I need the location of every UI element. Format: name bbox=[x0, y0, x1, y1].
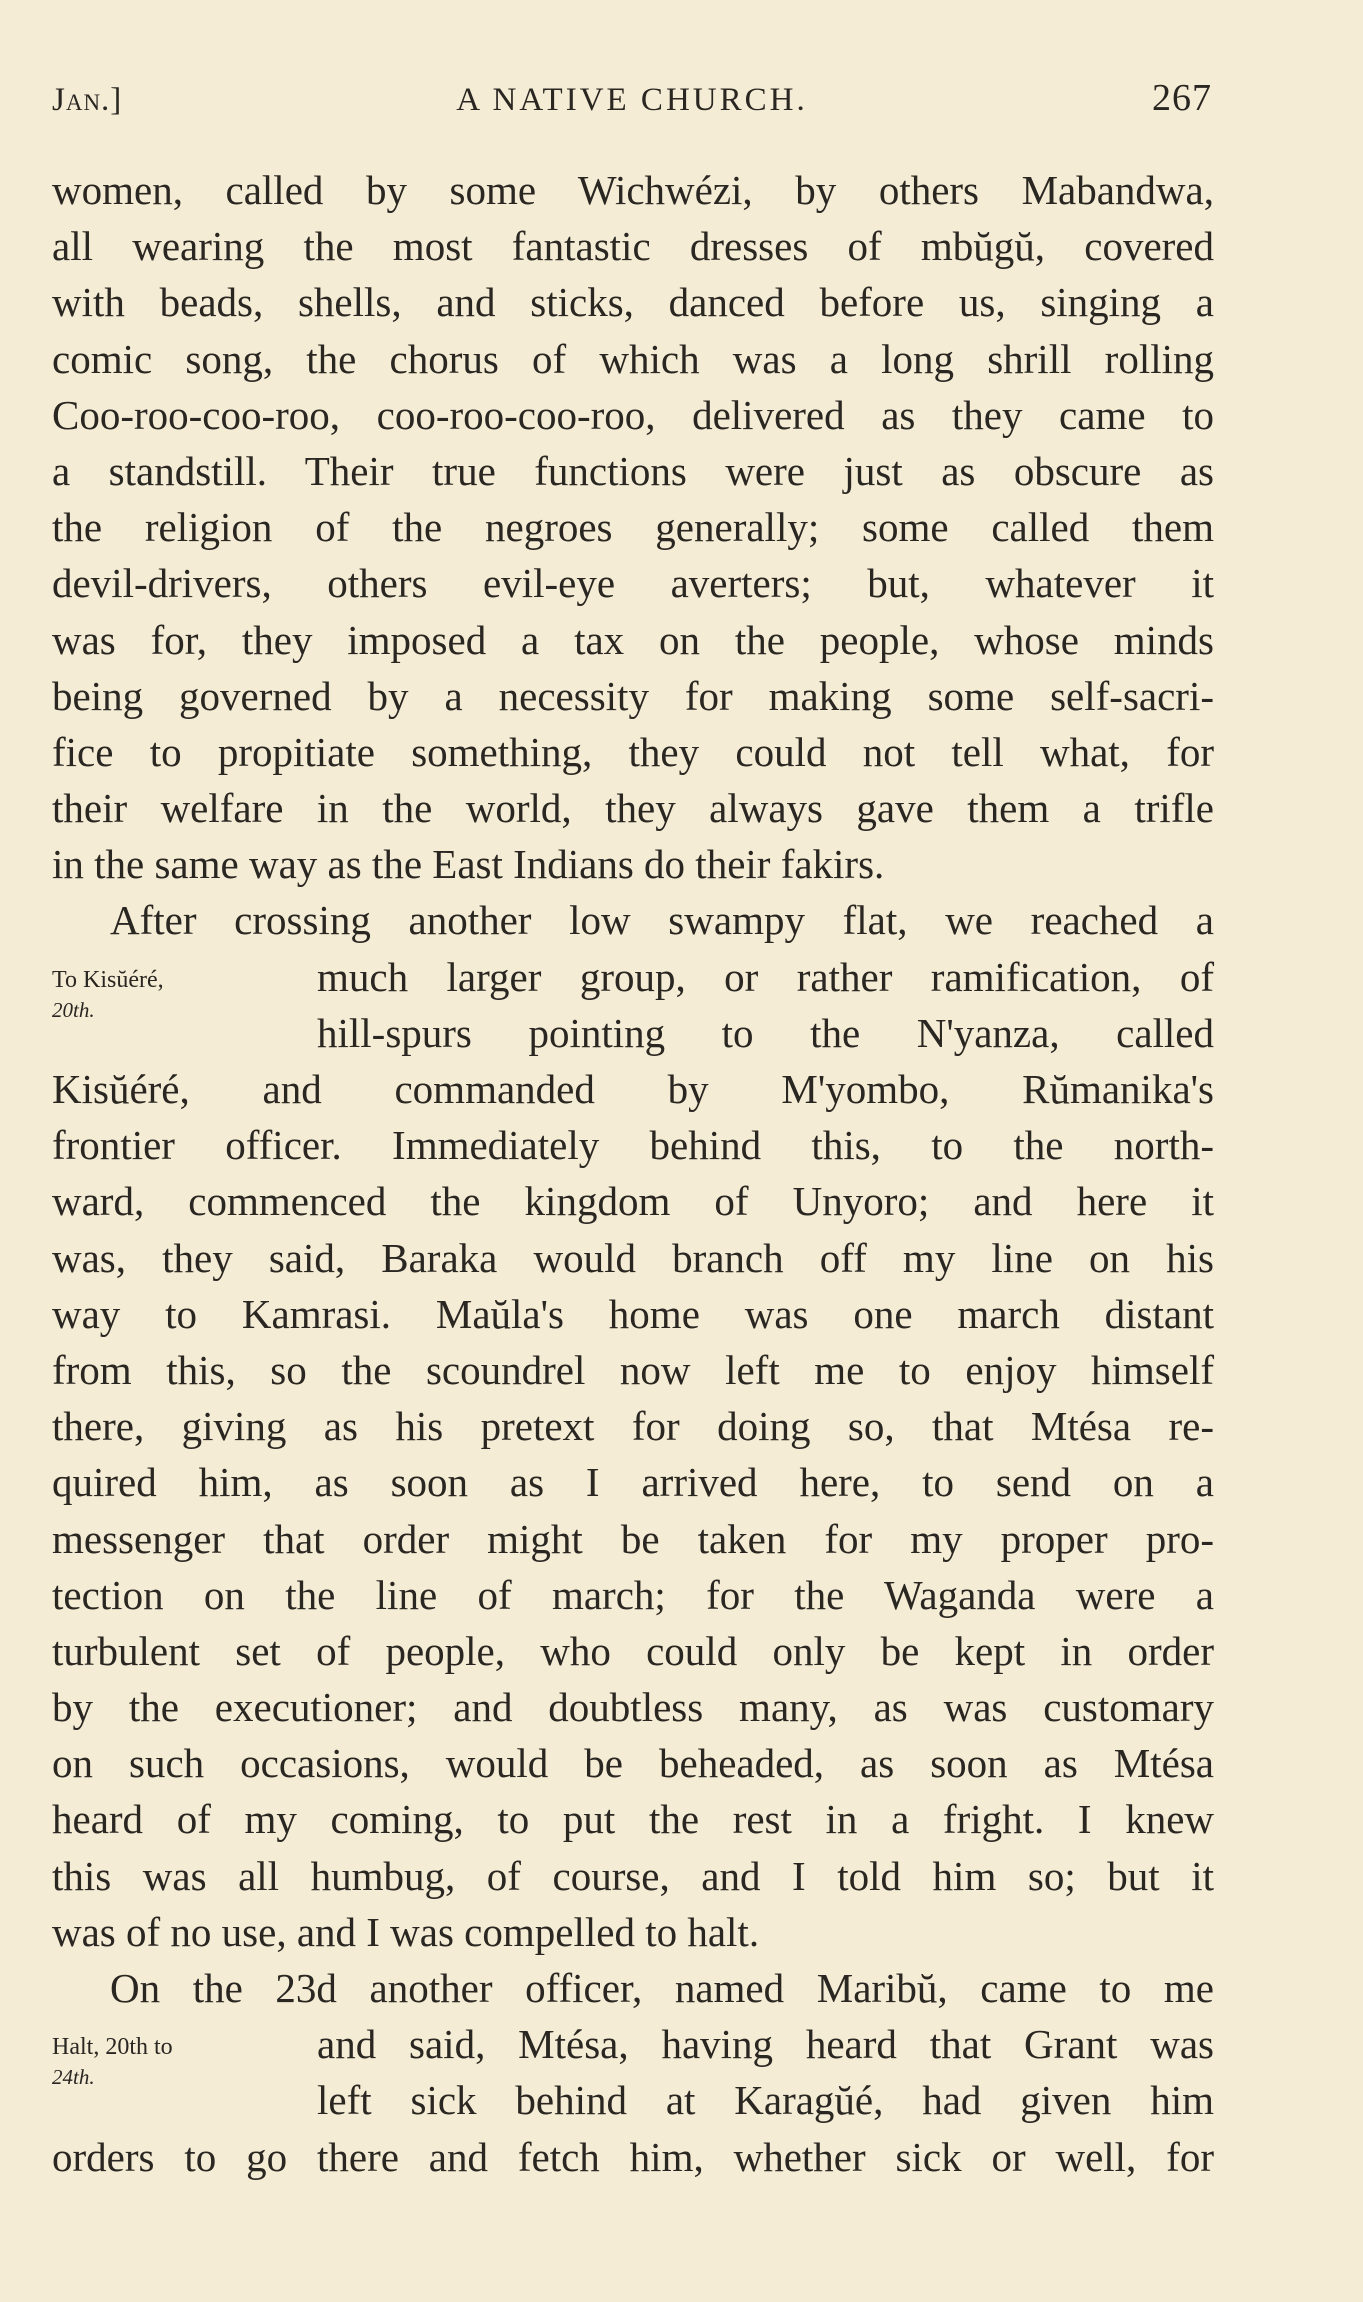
margin-note-block bbox=[52, 949, 1214, 1061]
body-text bbox=[52, 162, 1214, 2185]
text-line: all wearing the most fantastic dresses of mbŭgŭ, covered bbox=[52, 223, 1214, 270]
text-line: devil-drivers, others evil-eye averters; but, whatever it bbox=[52, 560, 1214, 607]
margin-note-line: Halt, 20th to bbox=[52, 2034, 173, 2061]
text-line: and said, Mtésa, having heard that Grant was bbox=[317, 2021, 1214, 2068]
text-line: on such occasions, would be beheaded, as soon as Mtésa bbox=[52, 1740, 1214, 1787]
text-line: Coo-roo-coo-roo, coo-roo-coo-roo, delivered as they came to bbox=[52, 391, 1214, 438]
margin-note bbox=[52, 2032, 173, 2092]
text-line: hill-spurs pointing to the N'yanza, called bbox=[317, 1009, 1214, 1056]
text-line: was of no use, and I was compelled to halt. bbox=[52, 1908, 760, 1955]
text-line: with beads, shells, and sticks, danced before us, singing a bbox=[52, 279, 1214, 326]
text-line: After crossing another low swampy flat, we reached a bbox=[110, 897, 1214, 944]
text-line: messenger that order might be taken for my proper pro- bbox=[52, 1515, 1214, 1562]
text-line: there, giving as his pretext for doing so, that Mtésa re- bbox=[52, 1403, 1214, 1450]
text-line: a standstill. Their true functions were just as obscure as bbox=[52, 447, 1214, 494]
text-line: fice to propitiate something, they could not tell what, for bbox=[52, 728, 1214, 775]
text-line: from this, so the scoundrel now left me to enjoy himself bbox=[52, 1346, 1214, 1393]
text-line: ward, commenced the kingdom of Unyoro; and here it bbox=[52, 1178, 1214, 1225]
text-line: by the executioner; and doubtless many, as was customary bbox=[52, 1684, 1214, 1731]
text-line: in the same way as the East Indians do their fakirs. bbox=[52, 841, 885, 888]
text-line: quired him, as soon as I arrived here, to send on a bbox=[52, 1459, 1214, 1506]
text-line: their welfare in the world, they always gave them a trifle bbox=[52, 785, 1214, 832]
text-line: frontier officer. Immediately behind this, to the north- bbox=[52, 1122, 1214, 1169]
margin-note-line: 24th. bbox=[52, 2065, 95, 2090]
text-line: way to Kamrasi. Maŭla's home was one march distant bbox=[52, 1290, 1214, 1337]
margin-note bbox=[52, 965, 164, 1025]
header-left: Jan.] bbox=[52, 82, 123, 118]
text-line: Kisŭéré, and commanded by M'yombo, Rŭmanika's bbox=[52, 1066, 1214, 1112]
running-header bbox=[52, 76, 1212, 128]
text-line: On the 23d another officer, named Maribŭ, came to me bbox=[110, 1965, 1214, 2011]
margin-note-line: To Kisŭéré, bbox=[52, 966, 164, 993]
text-line: was, they said, Baraka would branch off my line on his bbox=[52, 1234, 1214, 1281]
text-line: women, called by some Wichwézi, by others Mabandwa, bbox=[52, 167, 1214, 213]
text-line: was for, they imposed a tax on the people, whose minds bbox=[52, 616, 1214, 663]
text-line: being governed by a necessity for making some self-sacri- bbox=[52, 672, 1214, 719]
margin-note-block bbox=[52, 2016, 1214, 2128]
text-line: the religion of the negroes generally; some called them bbox=[52, 504, 1214, 551]
text-line: tection on the line of march; for the Waganda were a bbox=[52, 1571, 1214, 1618]
margin-note-line: 20th. bbox=[52, 997, 95, 1022]
text-line: this was all humbug, of course, and I told him so; but it bbox=[52, 1852, 1214, 1899]
page-number: 267 bbox=[1152, 77, 1212, 119]
text-line: heard of my coming, to put the rest in a fright. I knew bbox=[52, 1796, 1214, 1843]
text-line: orders to go there and fetch him, whether sick or well, for bbox=[52, 2133, 1214, 2180]
text-line: left sick behind at Karagŭé, had given him bbox=[317, 2077, 1214, 2124]
text-line: comic song, the chorus of which was a long shrill rolling bbox=[52, 335, 1214, 382]
text-line: much larger group, or rather ramification, of bbox=[317, 953, 1214, 1000]
text-line: turbulent set of people, who could only be kept in order bbox=[52, 1627, 1214, 1674]
running-title: A NATIVE CHURCH. bbox=[456, 82, 808, 118]
